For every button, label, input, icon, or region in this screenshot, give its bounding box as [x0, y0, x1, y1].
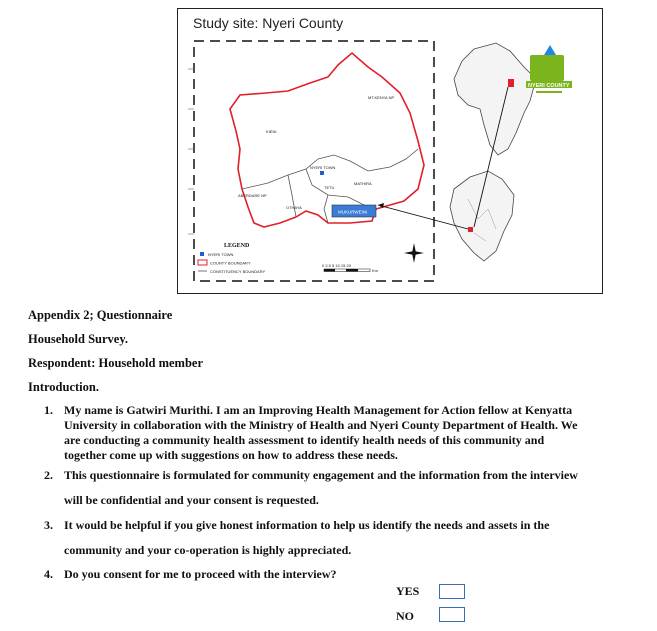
nyeri-highlight-kenya [468, 227, 473, 232]
logo-text: NYERI COUNTY [528, 82, 570, 89]
list-item: 1. My name is Gatwiri Murithi. I am an Improving Health Management for Action fellow at Kenyatta University in collaboration with the Ministry of Health and Nyeri County Department of Health. We are conducting a community health assessment to identify health needs of this community and together come up with suggestions on how to address these needs. [44, 403, 578, 462]
county-boundary [230, 53, 424, 227]
no-checkbox[interactable] [439, 607, 465, 622]
othaya-label: OTHAYA [286, 205, 302, 210]
legend-item-county: COUNTY BOUNDARY [210, 260, 251, 266]
item-text: It would be helpful if you give honest information to help us identify the needs and assets in the community and your co-operation is highly appreciated. [64, 518, 550, 557]
no-label: NO [396, 609, 414, 623]
list-item: 2. This questionnaire is formulated for community engagement and the information from the interview will be confidential and your consent is requested. [44, 468, 578, 507]
yes-label: YES [396, 584, 420, 598]
nyeri-town-map-label: NYERI TOWN [310, 165, 336, 170]
kenya-highlight-africa [508, 79, 514, 87]
list-item: 4. Do you consent for me to proceed with the interview? [44, 567, 337, 581]
map-graphic [178, 9, 602, 293]
legend-town-swatch [200, 252, 204, 256]
nyeri-county-logo [526, 45, 572, 93]
item-text: This questionnaire is formulated for community engagement and the information from the interview will be confidential and your consent is requested. [64, 468, 578, 507]
scale-unit: Km [372, 268, 378, 273]
respondent-line: Respondent: Household member [28, 356, 204, 370]
survey-heading: Household Survey. [28, 332, 129, 346]
item-text: Do you consent for me to proceed with the interview? [64, 567, 337, 581]
legend-title: LEGEND [224, 243, 250, 249]
kieni-label: KIENI [266, 129, 277, 134]
mukurweini-label: MUKURWEINI [338, 209, 368, 215]
nyeri-town-marker [320, 171, 324, 175]
kenya-inset [450, 171, 514, 261]
mt-kenya-label: MT.KENYA NP [368, 95, 395, 100]
legend-item-town: NYERI TOWN [208, 252, 234, 257]
list-item: 3. It would be helpful if you give honest information to help us identify the needs and assets in the community and your co-operation is highly appreciated. [44, 518, 550, 557]
north-arrow-icon [404, 243, 424, 263]
africa-inset [454, 43, 536, 155]
coordinate-ticks [188, 69, 194, 234]
legend-boundary-swatch [198, 260, 207, 265]
aberdare-label: ABERDARE NP [238, 193, 267, 198]
mathira-label: MATHIRA [354, 181, 372, 186]
scale-bar [324, 269, 370, 272]
item-text: My name is Gatwiri Murithi. I am an Improving Health Management for Action fellow at Kenyatta University in collaboration with the Ministry of Health and Nyeri County Department of Health. We are conducting a community health assessment to identify health needs of this community and together come up with suggestions on how to address these needs. [64, 403, 578, 462]
introduction-heading: Introduction. [28, 380, 99, 394]
figure-title: Study site: Nyeri County [193, 15, 344, 31]
legend-item-constituency: CONSTITUENCY BOUNDARY [210, 269, 266, 274]
study-site-figure [177, 8, 603, 294]
questionnaire-list [28, 403, 588, 585]
appendix-heading: Appendix 2; Questionnaire [28, 308, 173, 322]
tetu-label: TETU [324, 185, 335, 190]
scale-ticks: 0 2.5 5 10 15 20 [322, 263, 351, 268]
yes-checkbox[interactable] [439, 584, 465, 599]
